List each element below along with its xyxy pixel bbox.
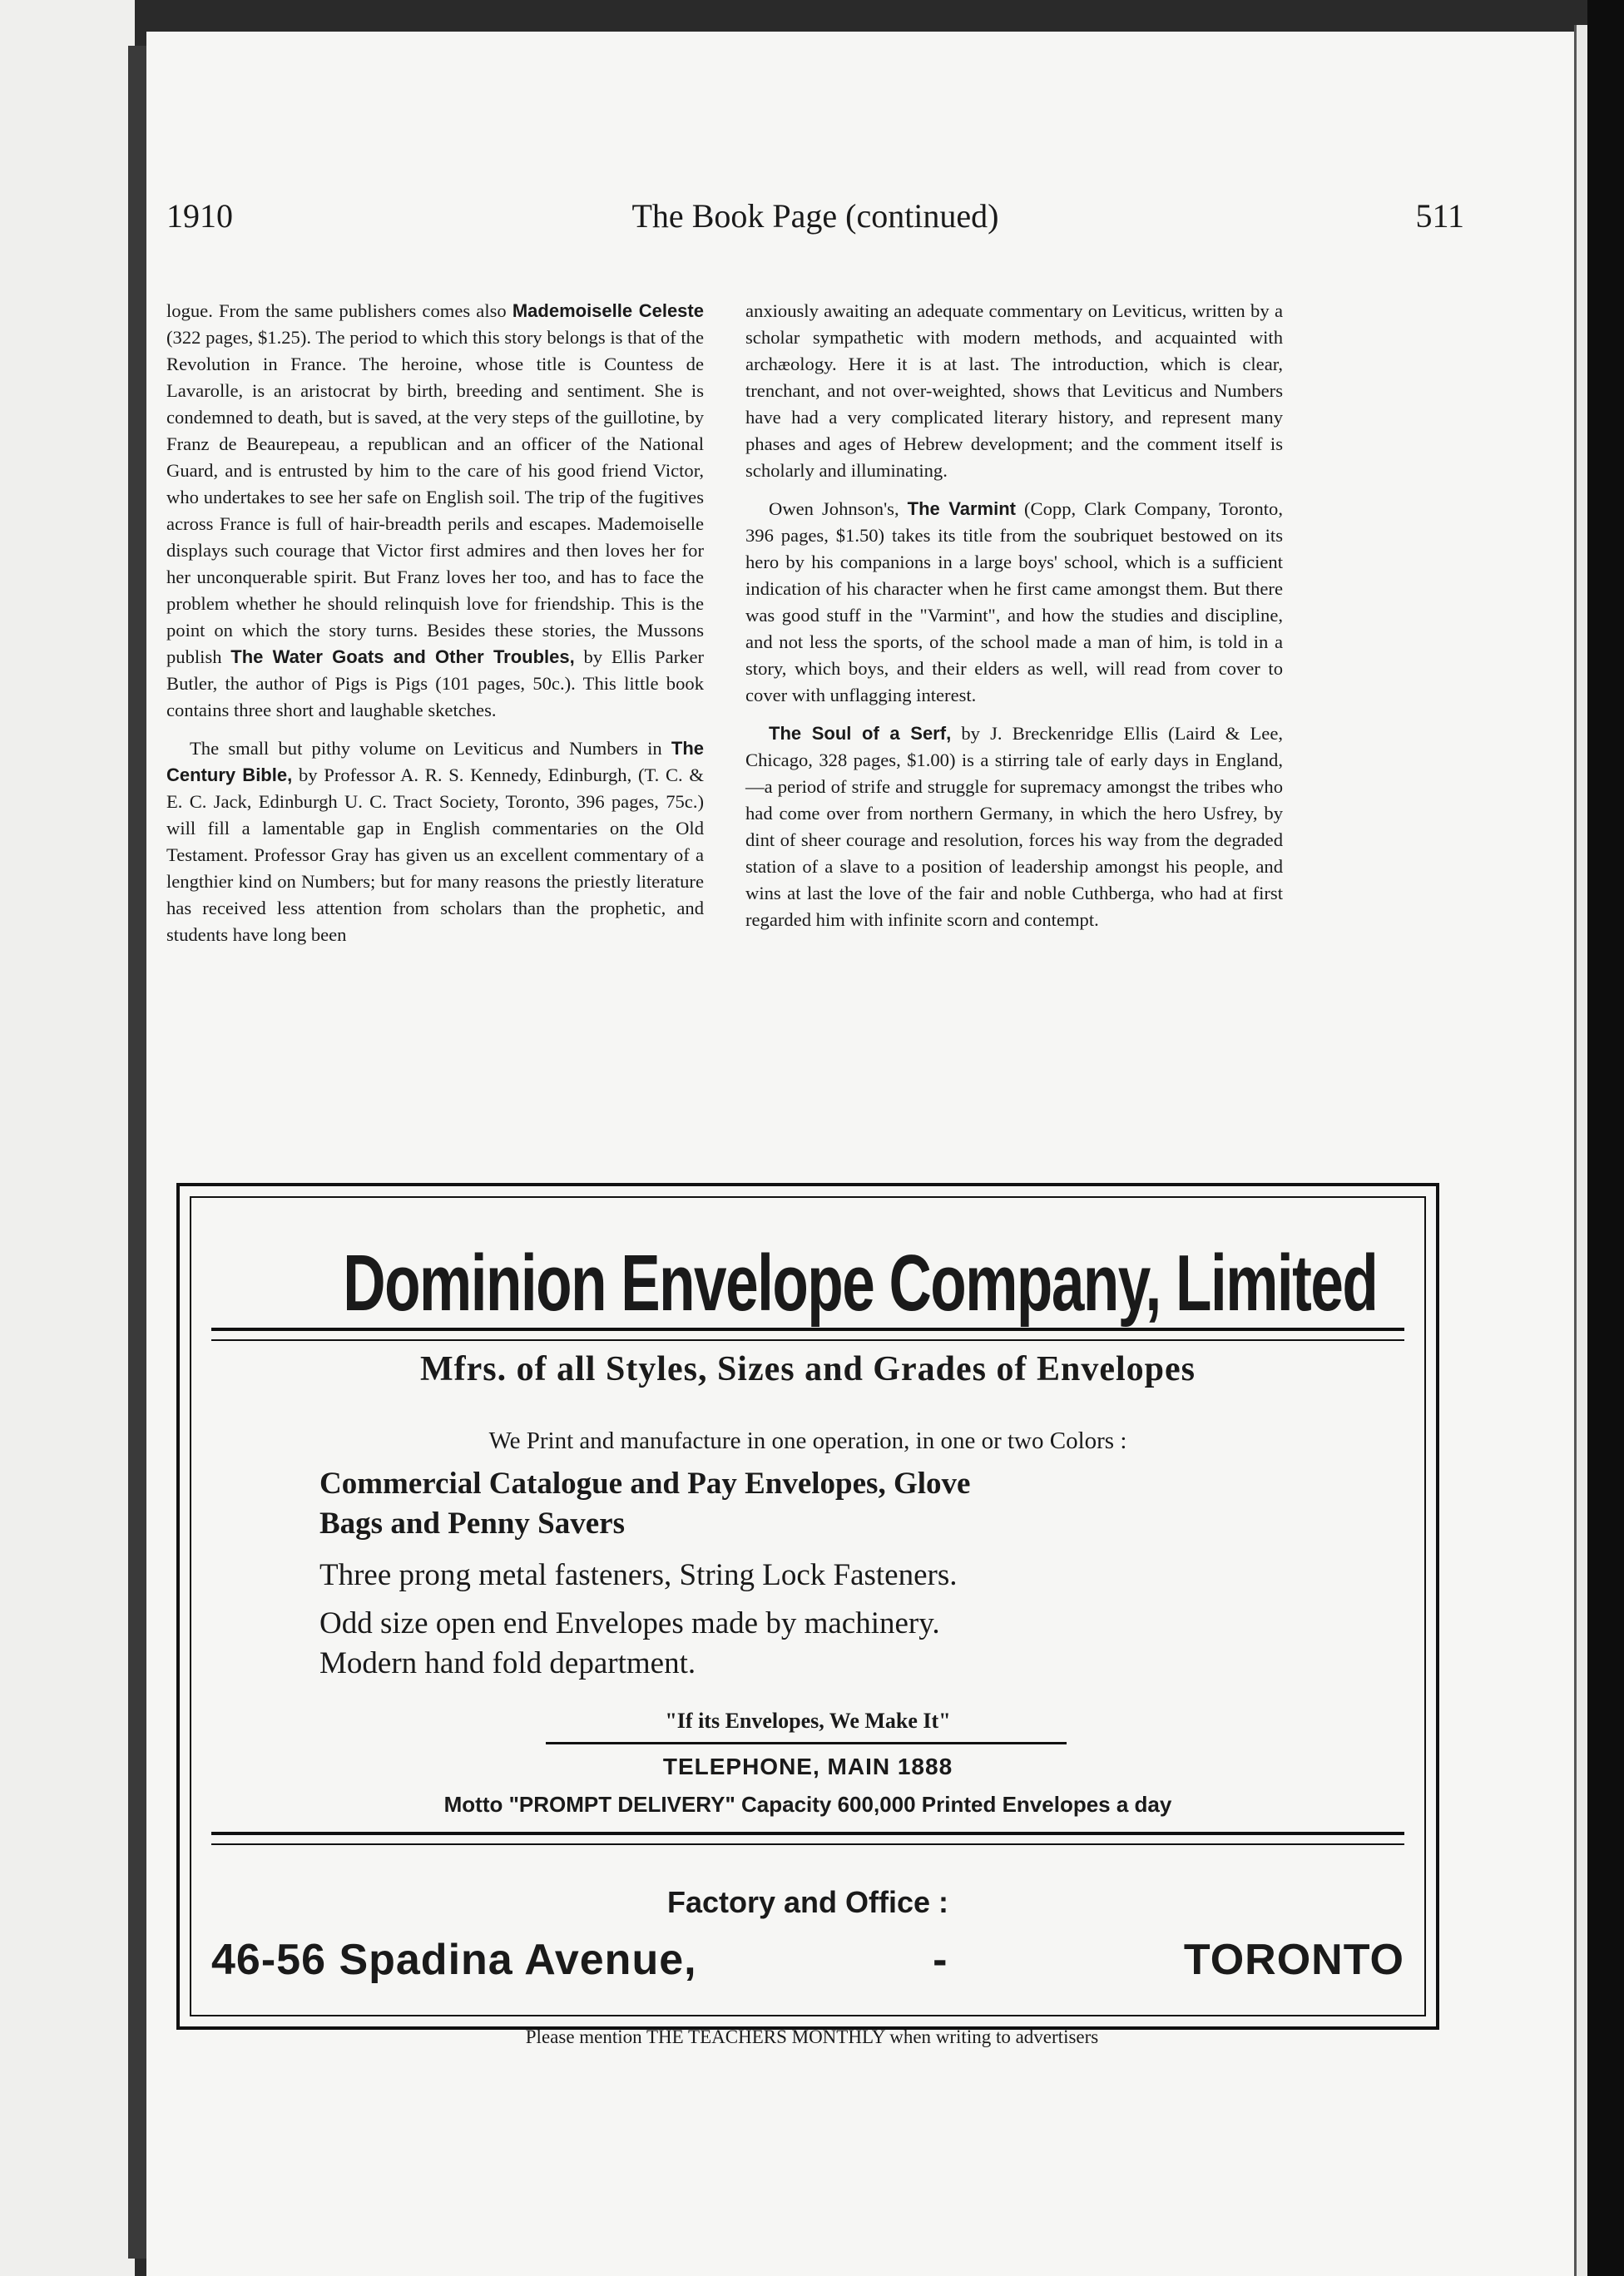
book-spine: [128, 46, 146, 2259]
paragraph-text: (322 pages, $1.25). The period to which this story belongs is that of the Revolution in France. The heroine, whose title is Countess de Lavarolle, is an aristocrat by birth, breeding and sentiment. She is condemned to death, but is saved, at the very steps of the guillotine, by Franz de Beaurepeau, a republican and an officer of the National Guard, and is entrusted by him to the care of his good friend Victor, who undertakes to see her safe on English soil. The trip of the fugitives across France is full of hair-breadth perils and escapes. Mademoiselle displays such courage that Victor first admires and then loves her for her unconquerable spirit. But Franz loves her too, and has to face the problem whether he should relinquish love for friendship. This is the point on which the story turns. Besides these stories, the Mussons publish: [166, 327, 704, 667]
right-column: [745, 298, 1283, 945]
book-title: Mademoiselle Celeste: [512, 300, 704, 321]
paragraph-text: by Professor A. R. S. Kennedy, Edinburgh, (T. C. & E. C. Jack, Edinburgh U. C. Tract Society, Toronto, 396 pages, 75c.) will fill a lamentable gap in English commentaries on the Old Testament. Professor Gray has given us an excellent commentary of a lengthier kind on Numbers; but for many reasons the priestly literature has received less attention from scholars than the prophetic, and students have long been: [166, 764, 704, 945]
paragraph: [745, 720, 1283, 933]
ad-slogan: "If its Envelopes, We Make It": [665, 1709, 951, 1733]
paragraph-text: (Copp, Clark Company, Toronto, 396 pages, $1.50) takes its title from the soubriquet bestowed on its hero by his companions in a large boys' school, which is a sufficient indication of his character when he first came amongst them. But there was good stuff in the "Varmint", and how the studies and discipline, and not less the sports, of the school made a man of him, is told in a story, which boys, and their elders as well, will read from cover to cover with unflagging interest.: [745, 498, 1283, 705]
paragraph: anxiously awaiting an adequate commentary on Leviticus, written by a scholar sympathetic with modern methods, and acquainted with archæology. Here it is at last. The introduction, which is clear, trenchant, and not over-weighted, shows that Leviticus and Numbers have had a very complicated literary history, and represent many phases and ages of Hebrew development; and the comment itself is scholarly and illuminating.: [745, 300, 1283, 481]
ad-intro: We Print and manufacture in one operation, in one or two Colors :: [488, 1427, 1127, 1454]
paragraph-text: by J. Breckenridge Ellis (Laird & Lee, Chicago, 328 pages, $1.00) is a stirring tale of early days in England,—a period of strife and struggle for supremacy amongst the tribes who had come over from northern Germany, in which the hero Usfrey, by dint of sheer courage and resolution, forces his way from the degraded station of a slave to a position of leadership amongst his people, and wins at last the love of the fair and noble Cuthberga, who had at first regarded him with infinite scorn and contempt.: [745, 723, 1283, 930]
page-footer: Please mention THE TEACHERS MONTHLY when writing to advertisers: [525, 2026, 1099, 2047]
ad-divider: [211, 1832, 1404, 1845]
ad-divider: [211, 1328, 1404, 1341]
ad-product-line: Modern hand fold department.: [319, 1646, 696, 1680]
running-head: [166, 196, 1464, 246]
scan-background: [1587, 0, 1624, 2276]
ad-company-name: Dominion Envelope Company, Limited: [343, 1239, 1378, 1328]
ad-product-line: Odd size open end Envelopes made by machinery.: [319, 1606, 940, 1640]
previous-page-edge: [0, 0, 135, 2276]
ad-factory-label: Factory and Office :: [666, 1885, 949, 1919]
paragraph-text: Owen Johnson's,: [769, 498, 908, 519]
left-column: [166, 298, 704, 960]
running-head-title: The Book Page (continued): [631, 197, 999, 235]
book-title: The Varmint: [907, 498, 1016, 519]
ad-tagline: Mfrs. of all Styles, Sizes and Grades of Envelopes: [420, 1350, 1196, 1388]
book-title: The Water Goats and Other Troubles,: [230, 646, 575, 667]
ad-product-line: Three prong metal fasteners, String Lock Fasteners.: [319, 1558, 958, 1592]
advertisement-box: [176, 1183, 1439, 2030]
book-title: The Soul of a Serf,: [769, 723, 952, 744]
paragraph: [745, 496, 1283, 709]
paragraph: [166, 298, 704, 724]
paragraph-text: The small but pithy volume on Leviticus and Numbers in: [190, 738, 671, 759]
ad-address-city: TORONTO: [1183, 1936, 1404, 1984]
ad-telephone: TELEPHONE, MAIN 1888: [662, 1754, 953, 1779]
ad-address: [211, 1935, 1404, 1985]
slogan-underline: [546, 1742, 1067, 1744]
ad-product-line: Bags and Penny Savers: [319, 1507, 625, 1541]
ad-address-dash: -: [933, 1936, 948, 1984]
book-title: The Century Bible,: [166, 738, 704, 785]
ad-address-street: 46-56 Spadina Avenue,: [211, 1936, 697, 1984]
ad-product-line: Commercial Catalogue and Pay Envelopes, Glove: [319, 1467, 971, 1501]
paragraph: [166, 735, 704, 948]
paragraph-text: logue. From the same publishers comes also: [166, 300, 512, 321]
ad-motto: Motto "PROMPT DELIVERY" Capacity 600,000 Printed Envelopes a day: [443, 1792, 1172, 1817]
page-number: 511: [1415, 197, 1464, 235]
paragraph-text: by Ellis Parker Butler, the author of Pigs is Pigs (101 pages, 50c.). This little book contains three short and laughable sketches.: [166, 646, 704, 720]
running-head-year: 1910: [166, 197, 233, 235]
